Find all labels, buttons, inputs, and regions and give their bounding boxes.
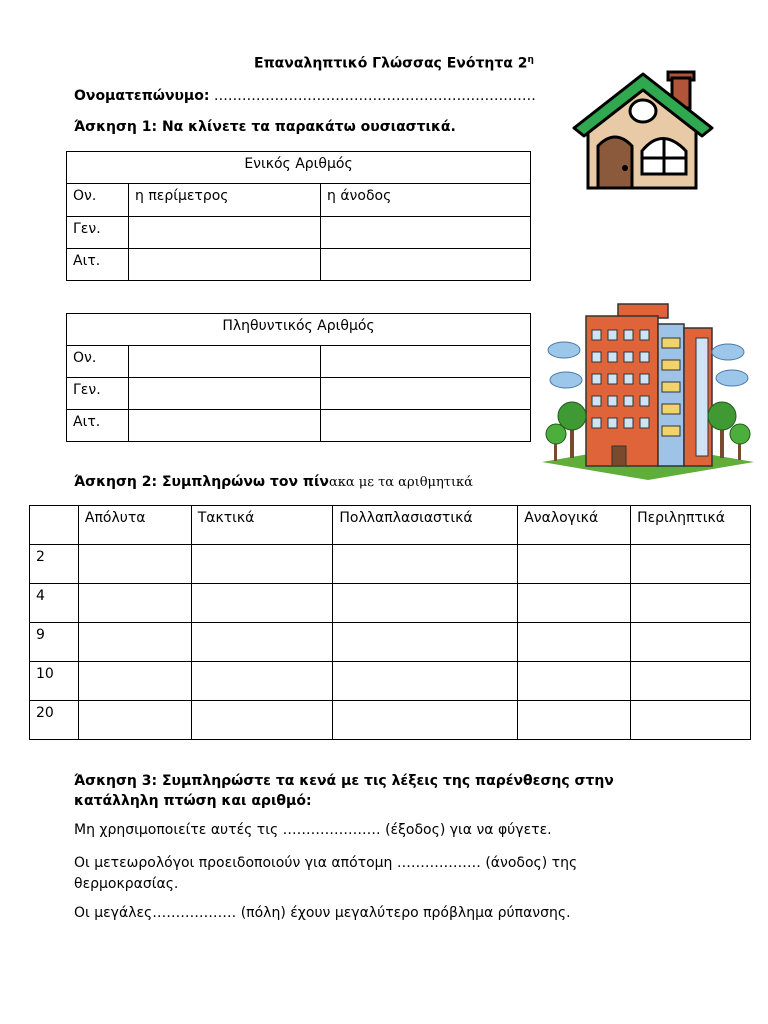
table-row bbox=[67, 346, 531, 378]
plural-table bbox=[66, 313, 531, 442]
table-cell[interactable] bbox=[518, 584, 631, 623]
table-cell[interactable] bbox=[631, 545, 751, 584]
case-label: Ον. bbox=[67, 184, 129, 217]
table-cell[interactable] bbox=[191, 623, 333, 662]
table-cell[interactable] bbox=[129, 249, 321, 281]
column-header bbox=[30, 506, 79, 545]
table-cell[interactable]: η άνοδος bbox=[321, 184, 531, 217]
table-cell[interactable] bbox=[78, 662, 191, 701]
table-cell[interactable] bbox=[321, 346, 531, 378]
case-label: Γεν. bbox=[67, 217, 129, 249]
sentence-2-line2: θερμοκρασίας. bbox=[74, 876, 179, 892]
table-cell[interactable] bbox=[518, 701, 631, 740]
table-cell[interactable] bbox=[191, 545, 333, 584]
exercise2-heading-rest: ακα με τα αριθμητικά bbox=[328, 475, 473, 490]
table-cell[interactable] bbox=[78, 545, 191, 584]
house-icon bbox=[568, 66, 718, 192]
table-cell[interactable] bbox=[631, 623, 751, 662]
plural-caption: Πληθυντικός Αριθμός bbox=[67, 314, 531, 346]
table-cell[interactable] bbox=[191, 584, 333, 623]
table-cell[interactable] bbox=[518, 662, 631, 701]
table-cell[interactable] bbox=[191, 662, 333, 701]
name-label: Ονοματεπώνυμο: bbox=[74, 88, 210, 104]
table-cell[interactable] bbox=[321, 249, 531, 281]
sentence-1: Μη χρησιμοποιείτε αυτές τις ………………… (έξοδος) για να φύγετε. bbox=[74, 822, 552, 838]
singular-table bbox=[66, 151, 531, 281]
column-header: Πολλαπλασιαστικά bbox=[333, 506, 518, 545]
table-row bbox=[30, 584, 751, 623]
table-row bbox=[67, 410, 531, 442]
exercise2-heading bbox=[74, 474, 473, 490]
table-row bbox=[30, 623, 751, 662]
case-label: Ον. bbox=[67, 346, 129, 378]
numerals-table bbox=[29, 505, 751, 740]
exercise2-heading-bold: Άσκηση 2: Συμπληρώνω τον πίν bbox=[74, 474, 329, 490]
name-dots[interactable]: …………………………………………………………… bbox=[213, 88, 536, 104]
row-number: 2 bbox=[30, 545, 79, 584]
column-header: Τακτικά bbox=[191, 506, 333, 545]
title-superscript: η bbox=[527, 55, 534, 65]
case-label: Γεν. bbox=[67, 378, 129, 410]
sentence-2 bbox=[74, 853, 577, 895]
singular-caption: Ενικός Αριθμός bbox=[67, 152, 531, 184]
table-cell[interactable] bbox=[129, 346, 321, 378]
table-row bbox=[67, 378, 531, 410]
table-cell[interactable] bbox=[631, 662, 751, 701]
apartment-building-icon bbox=[538, 294, 758, 480]
table-cell[interactable] bbox=[321, 217, 531, 249]
column-header: Περιληπτικά bbox=[631, 506, 751, 545]
name-line bbox=[74, 88, 536, 104]
table-cell[interactable] bbox=[631, 584, 751, 623]
exercise3-heading bbox=[74, 771, 614, 811]
table-header-row bbox=[30, 506, 751, 545]
case-label: Αιτ. bbox=[67, 249, 129, 281]
table-row bbox=[67, 184, 531, 217]
table-cell[interactable] bbox=[333, 545, 518, 584]
table-row bbox=[30, 701, 751, 740]
table-row bbox=[67, 217, 531, 249]
table-cell[interactable] bbox=[631, 701, 751, 740]
table-row bbox=[30, 545, 751, 584]
table-cell[interactable] bbox=[333, 701, 518, 740]
title-text: Επαναληπτικό Γλώσσας Ενότητα 2 bbox=[254, 55, 528, 72]
table-cell[interactable] bbox=[129, 217, 321, 249]
table-row bbox=[30, 662, 751, 701]
table-cell[interactable] bbox=[333, 623, 518, 662]
row-number: 10 bbox=[30, 662, 79, 701]
column-header: Απόλυτα bbox=[78, 506, 191, 545]
row-number: 4 bbox=[30, 584, 79, 623]
table-cell[interactable] bbox=[518, 545, 631, 584]
table-row bbox=[67, 249, 531, 281]
table-cell[interactable] bbox=[78, 623, 191, 662]
table-cell[interactable] bbox=[129, 410, 321, 442]
table-cell[interactable] bbox=[78, 701, 191, 740]
exercise3-heading-line2: κατάλληλη πτώση και αριθμό: bbox=[74, 793, 312, 809]
exercise3-heading-line1: Άσκηση 3: Συμπληρώστε τα κενά με τις λέξεις της παρένθεσης στην bbox=[74, 773, 614, 789]
sentence-2-line1: Οι μετεωρολόγοι προειδοποιούν για απότομη ……………… (άνοδος) της bbox=[74, 855, 578, 871]
table-cell[interactable]: η περίμετρος bbox=[129, 184, 321, 217]
case-label: Αιτ. bbox=[67, 410, 129, 442]
sentence-3: Οι μεγάλες……………… (πόλη) έχουν μεγαλύτερο πρόβλημα ρύπανσης. bbox=[74, 905, 571, 921]
table-cell[interactable] bbox=[333, 584, 518, 623]
row-number: 9 bbox=[30, 623, 79, 662]
table-cell[interactable] bbox=[78, 584, 191, 623]
table-cell[interactable] bbox=[321, 378, 531, 410]
exercise1-heading: Άσκηση 1: Να κλίνετε τα παρακάτω ουσιαστικά. bbox=[74, 119, 456, 135]
table-cell[interactable] bbox=[518, 623, 631, 662]
row-number: 20 bbox=[30, 701, 79, 740]
column-header: Αναλογικά bbox=[518, 506, 631, 545]
table-cell[interactable] bbox=[333, 662, 518, 701]
table-cell[interactable] bbox=[129, 378, 321, 410]
table-cell[interactable] bbox=[191, 701, 333, 740]
table-cell[interactable] bbox=[321, 410, 531, 442]
